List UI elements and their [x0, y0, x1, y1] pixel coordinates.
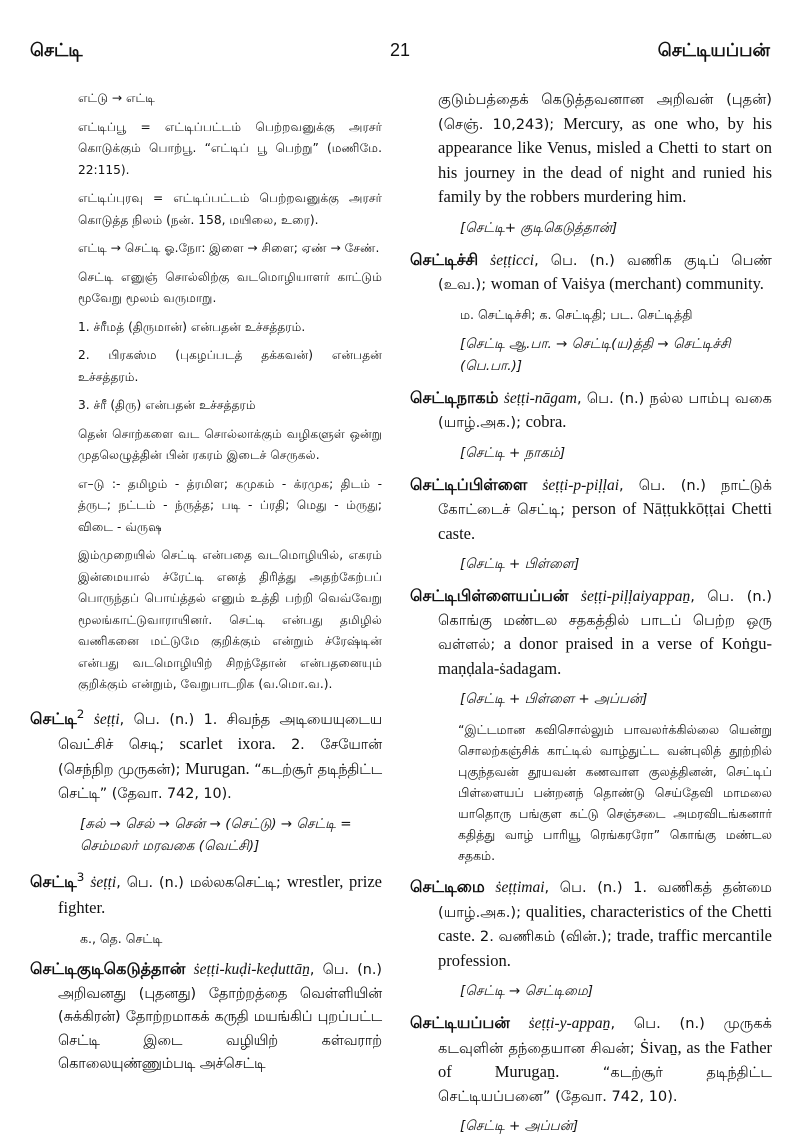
- entry-transliteration: ṡeṭṭi-y-appaṉ: [528, 1015, 611, 1032]
- entry-english-gloss: wrestler, prize fighter.: [58, 872, 382, 917]
- entry-citation: “கடற்சூர் தடிந்திட்ட செட்டியப்பனை” (தேவா. 742, 10).: [438, 1064, 772, 1105]
- entry-etymology: [சுல் → செல் → சென் → (செட்டு) → செட்டி = செம்மலர் மரவகை (வெட்சி)]: [80, 816, 352, 855]
- entry-verse-quotation: “இட்டமான கவிசொல்லும் பாவலர்க்கில்லை யென்று சொலற்கஞ்சிக் காட்டில் வாழ்துட்ட வன்புலித் தூற்றில் புகுந்தவன் தூயவன் கணவாள குலத்தினன், செட்டிப் பிள்ளையப் பன்றனந் தொண்டு செய்தேவி மாமலை யாதொரு பங்குள கட்டு செஞ்சடை அமரவிடங்கனார் கதித்து வாழ் பாரியூ ரெங்கரரோ” கொங்கு மண்டல சதகம்.: [458, 722, 772, 863]
- entry-english-gloss: Mercury, as one who, by his appearance like Venus, misled a Chetti to start on his journey in the dead of night and runied his family by the robbers murdering him.: [438, 113, 772, 206]
- entry-definition: , பெ. (n.) 1. சிவந்த அடியையுடைய வெட்சிச் செடி;: [58, 711, 382, 753]
- entry-transliteration: ṡeṭṭimai: [495, 879, 545, 896]
- etymology-note: 1. ச்ரீமத் (திருமான்) என்பதன் உச்சத்தரம்.: [78, 319, 306, 334]
- entry-cognates: ம. செட்டிச்சி; க. செட்டிதி; பட. செட்டித்தி: [460, 306, 693, 322]
- etymology-note: 2. பிரகஸ்ம (புகழப்படத் தக்கவன்) என்பதன் உச்சத்தரம்.: [78, 348, 382, 384]
- entry-english-gloss: person of Nāṭṭukkōṭṭai Chetti caste.: [438, 499, 772, 543]
- entry-transliteration: ṡeṭṭi-nāgam: [503, 389, 577, 407]
- entry-transliteration: ṡeṭṭi-p-piḷḷai: [542, 476, 620, 494]
- etymology-note: 3. ச்ரீ (திரு) என்பதன் உச்சத்தரம்: [78, 398, 256, 412]
- entry-headword: செட்டிப்பிள்ளை: [410, 474, 528, 494]
- page-header: [30, 40, 770, 70]
- entry-english-gloss: trade, traffic mercantile profession.: [438, 926, 772, 970]
- entry-transliteration: ṡeṭṭicci: [490, 251, 535, 269]
- entry-definition: , பெ. (n.) நல்ல பாம்பு வகை (யாழ்.அக.);: [438, 389, 772, 431]
- entry-homonym-number: 3: [76, 870, 85, 885]
- entry-headword: செட்டி: [30, 708, 77, 728]
- dictionary-entry: [410, 1011, 772, 1108]
- entry-english-gloss: woman of Vaiṡya (merchant) community.: [490, 274, 764, 293]
- entry-definition: , பெ. (n.) முருகக் கடவுளின் தந்தையான சிவன்;: [438, 1015, 773, 1057]
- right-column: [410, 88, 773, 1134]
- dictionary-entry: [410, 386, 772, 435]
- dictionary-entry: [30, 957, 382, 1077]
- entry-etymology: [செட்டி + பிள்ளை + அப்பன்]: [460, 691, 648, 707]
- entry-english-gloss: scarlet ixora.: [179, 733, 276, 753]
- right-running-headword: செட்டியப்பன்: [657, 40, 770, 61]
- entry-cognates: க., தெ. செட்டி: [80, 931, 163, 947]
- entry-definition: , பெ. (n.) மல்லகசெட்டி;: [116, 875, 287, 892]
- dictionary-entry: [30, 703, 382, 807]
- entry-headword: செட்டிநாகம்: [410, 387, 499, 407]
- entry-definition: , பெ. (n.) வணிக குடிப் பெண் (உவ.);: [438, 251, 772, 293]
- entry-definition: , பெ. (n.) 1. வணிகத் தன்மை (யாழ்.அக.);: [438, 879, 772, 921]
- page-number: 21: [389, 40, 411, 60]
- entry-citation: “கடற்சூர் தடிந்திட்ட செட்டி” (தேவா. 742, 10).: [58, 762, 382, 802]
- entry-transliteration: ṡeṭṭi-piḷḷaiyappaṉ: [580, 588, 691, 605]
- left-column: [30, 88, 382, 1080]
- entry-headword: செட்டிபிள்ளையப்பன்: [410, 586, 569, 605]
- entry-headword: செட்டிமை: [410, 877, 485, 896]
- entry-english-gloss: cobra.: [525, 412, 567, 431]
- entry-transliteration: ṡeṭṭi: [93, 710, 120, 728]
- dictionary-entry: [410, 248, 772, 297]
- entry-definition: , பெ. (n.) அறிவனது (புதனது) தோற்றத்தை வெள்ளியின் (சுக்கிரன்) தோற்றமாகக் கருதி மயங்கிப் புறப்பட்ட செட்டி இடை வழியிற் கள்வராற் கொலையுண்ணும்படி அச்செட்டி: [58, 962, 382, 1073]
- entry-headword: செட்டி: [30, 872, 77, 892]
- entry-definition: 2. வணிகம் (வின்.);: [475, 928, 617, 945]
- entry-etymology: [செட்டி+ குடிகெடுத்தான்]: [460, 219, 618, 236]
- entry-headword: செட்டியப்பன்: [410, 1013, 510, 1032]
- entry-english-gloss: Murugan.: [185, 759, 250, 779]
- entry-etymology: [செட்டி + பிள்ளை]: [460, 556, 580, 572]
- etymology-note: எட்டிப்புரவு = எட்டிப்பட்டம் பெற்றவனுக்கு அரசர் கொடுத்த நிலம் (நன். 158, மயிலை, உரை).: [78, 191, 382, 227]
- entry-etymology: [செட்டி + நாகம்]: [460, 444, 566, 461]
- entry-english-gloss: qualities, characteristics of the Chetti caste.: [438, 901, 773, 945]
- etymology-note: இம்முறையில் செட்டி என்பதை வடமொழியில், எகரம் இன்மையால் ச்ரேட்டி எனத் திரித்து அதற்கேற்பப் பொருந்தப் பொய்த்தல் எனும் உத்தி பற்றி வெவ்வேறு மூலங்காட்டுவாராயினர். செட்டி என்பது தமிழில் வணிகனை மட்டுமே குறிக்கும் என்றும் ச்ரேஷ்டின் என்பது வடமொழியிற் சிறந்தோன் என்பதனையும் குறிக்கும் என்றும், வேறுபாடறிக (வ.மொ.வ.).: [78, 548, 382, 691]
- entry-definition: , பெ. (n.) கொங்கு மண்டல சதகத்தில் பாடப் பெற்ற ஒரு வள்ளல்;: [438, 588, 772, 653]
- dictionary-entry-continued: [410, 88, 772, 210]
- etymology-note: எட்டு → எட்டி: [78, 91, 155, 105]
- entry-definition: குடும்பத்தைக் கெடுத்தவனான அறிவன் (புதன்) (செஞ். 10,243);: [438, 91, 772, 133]
- entry-headword: செட்டிகுடிகெடுத்தான்: [30, 959, 186, 979]
- entry-definition: 2. சேயோன் (செந்நிற முருகன்);: [58, 736, 383, 779]
- left-running-headword: செட்டி: [30, 40, 83, 61]
- etymology-note: எ–டு :- தமிழம் - த்ரமிள; கமுகம் - க்ரமுக; திடம் - த்ருட; நட்டம் - ந்ருத்த; படி - ப்ரதி; மெது - ம்ருது; விடை - வ்ருஷ: [78, 476, 382, 534]
- entry-etymology: [செட்டி + அப்பன்]: [460, 1118, 579, 1134]
- dictionary-entry: [410, 473, 772, 547]
- entry-english-gloss: a donor praised in a verse of Koṅgu-maṇḍala-ṡadagam.: [438, 634, 772, 678]
- dictionary-entry: [410, 875, 772, 973]
- entry-etymology: [செட்டி → செட்டிமை]: [460, 983, 594, 999]
- entry-transliteration: ṡeṭṭi-kuḍi-keḍuttāṉ: [193, 961, 310, 979]
- entry-etymology: [செட்டி ஆ.பா. → செட்டி(ய)த்தி → செட்டிச்சி (பெ.பா.)]: [460, 335, 731, 374]
- etymology-note: எட்டி → செட்டி ஓ.நோ: இளை → சிளை; ஏண் → சேண்.: [78, 241, 380, 255]
- entry-transliteration: ṡeṭṭi: [90, 874, 117, 892]
- entry-english-gloss: Ṡivaṉ, as the Father of Murugaṉ.: [438, 1037, 773, 1081]
- etymology-note: எட்டிப்பூ = எட்டிப்பட்டம் பெற்றவனுக்கு அரசர் கொடுக்கும் பொற்பூ. “எட்டிப் பூ பெற்று” (மணிமே. 22:115).: [78, 119, 382, 177]
- entry-headword: செட்டிச்சி: [410, 249, 479, 269]
- entry-definition: , பெ. (n.) நாட்டுக் கோட்டைச் செட்டி;: [438, 476, 773, 518]
- etymology-note: செட்டி எனுஞ் சொல்லிற்கு வடமொழியாளர் காட்டும் மூவேறு மூலம் வருமாறு.: [78, 269, 382, 305]
- dictionary-entry: [30, 866, 382, 921]
- entry-homonym-number: 2: [76, 706, 85, 721]
- dictionary-entry: [410, 584, 772, 681]
- etymology-note: தென் சொற்களை வட சொல்லாக்கும் வழிகளுள் ஒன்று முதலெழுத்தின் பின் ரகரம் இடைச் செருகல்.: [78, 426, 382, 462]
